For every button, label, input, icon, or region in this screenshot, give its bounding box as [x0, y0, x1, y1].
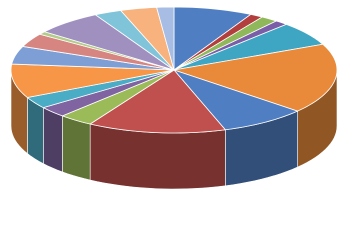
pie-top-layer [11, 7, 337, 133]
pie-slice-side-9 [62, 116, 90, 180]
pie-slice-side-11 [27, 98, 43, 164]
pie-slice-side-10 [43, 108, 62, 172]
pie-slice-side-8 [90, 124, 225, 189]
